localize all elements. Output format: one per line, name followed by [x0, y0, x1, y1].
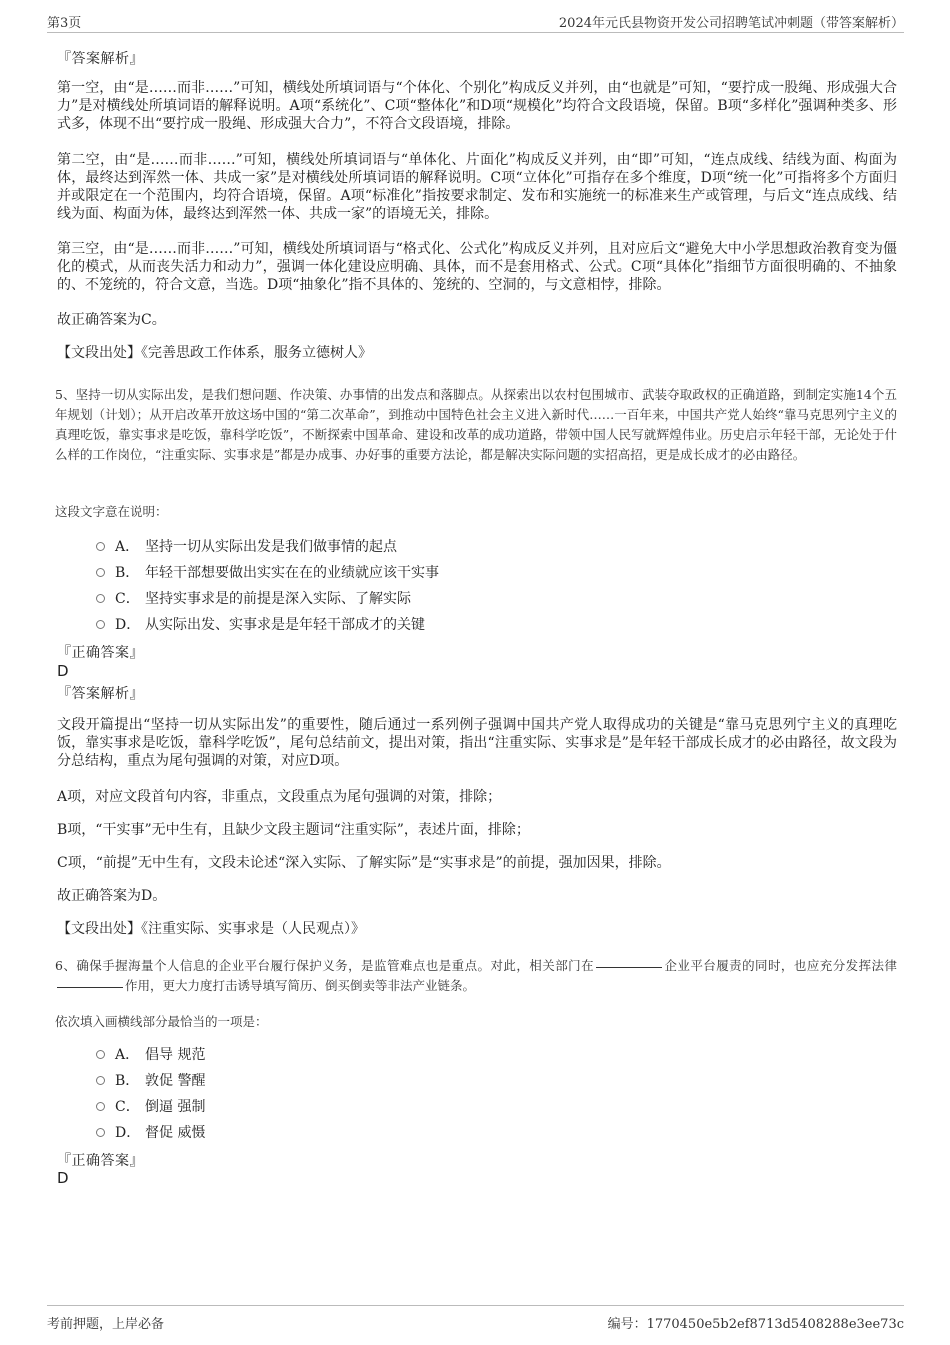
q5-options [96, 533, 796, 637]
radio-icon[interactable] [96, 594, 105, 603]
q6-options [96, 1041, 796, 1145]
q5-analysis-c: C项，“前提”无中生有，文段未论述“深入实际、了解实际”是“实事求是”的前提，强加因果，排除。 [57, 855, 671, 871]
q5-source: 【文段出处】《注重实际、实事求是（人民观点）》 [57, 921, 365, 937]
radio-icon[interactable] [96, 1128, 105, 1137]
q4-analysis-heading: 『答案解析』 [57, 51, 144, 67]
radio-icon[interactable] [96, 1050, 105, 1059]
q4-source: 【文段出处】《完善思政工作体系，服务立德树人》 [57, 345, 372, 361]
fill-blank-1 [596, 966, 662, 968]
q6-option-b[interactable]: B． 敦促 警醒 [96, 1067, 796, 1093]
q4-analysis-para-1: 第一空，由“是……而非……”可知，横线处所填词语与“个体化、个别化”构成反义并列，由“也就是”可知，“要拧成一股绳、形成强大合力”是对横线处所填词语的解释说明。A项“系统化”、C项“整体化”和D项“规模化”均符合文段语境，保留。B项“多样化”强调种类多、形式多，体现不出“要拧成一股绳、形成强大合力”，不符合文段语境，排除。 [57, 80, 897, 132]
q6-correct-answer: D [57, 1169, 69, 1187]
q4-analysis-para-2: 第二空，由“是……而非……”可知，横线处所填词语与“单体化、片面化”构成反义并列，由“即”可知，“连点成线、结线为面、构面为体，最终达到浑然一体、共成一家”是对横线处所填词语的解释说明。C项“立体化”可指存在多个维度，D项“统一化”可指将多个方面归并或限定在一个范围内，均符合语境，保留。A项“标准化”指按要求制定、发布和实施统一的标准来生产或管理，与后文“连点成线、结线为面、构面为体，最终达到浑然一体、共成一家”的语境无关，排除。 [57, 152, 897, 222]
footer-slogan: 考前押题，上岸必备 [47, 1317, 165, 1332]
q5-analysis-b: B项，“干实事”无中生有，且缺少文段主题词“注重实际”，表述片面，排除； [57, 822, 530, 838]
q5-correct-heading: 『正确答案』 [57, 645, 144, 661]
q5-analysis-heading: 『答案解析』 [57, 686, 144, 702]
option-text: 督促 威慑 [145, 1125, 206, 1141]
q4-analysis-para-3: 第三空，由“是……而非……”可知，横线处所填词语与“格式化、公式化”构成反义并列，且对应后文“避免大中小学思想政治教育变为僵化的模式，从而丧失活力和动力”，强调一体化建设应明确、具体，而不是套用格式、公式。C项“具体化”指细节方面很明确的、不抽象的、不笼统的，符合文意，当选。D项“抽象化”指不具体的、笼统的、空洞的，与文意相悖，排除。 [57, 241, 897, 293]
fill-blank-2 [57, 986, 123, 988]
q5-option-b[interactable]: B． 年轻干部想要做出实实在在的业绩就应该干实事 [96, 559, 796, 585]
option-text: 敦促 警醒 [145, 1073, 206, 1089]
q5-analysis-a: A项，对应文段首句内容，非重点，文段重点为尾句强调的对策，排除； [57, 789, 502, 805]
q6-option-c[interactable]: C． 倒逼 强制 [96, 1093, 796, 1119]
option-text: 坚持实事求是的前提是深入实际、了解实际 [145, 591, 411, 607]
q6-prompt: 依次填入画横线部分最恰当的一项是： [55, 1014, 268, 1029]
q5-conclusion: 故正确答案为D。 [57, 888, 167, 904]
option-text: 倡导 规范 [145, 1047, 206, 1063]
q5-option-d[interactable]: D． 从实际出发、实事求是是年轻干部成才的关键 [96, 611, 796, 637]
document-title: 2024年元氏县物资开发公司招聘笔试冲刺题（带答案解析） [558, 16, 904, 31]
q5-option-a[interactable]: A． 坚持一切从实际出发是我们做事情的起点 [96, 533, 796, 559]
radio-icon[interactable] [96, 568, 105, 577]
page-footer [47, 1305, 904, 1332]
radio-icon[interactable] [96, 1076, 105, 1085]
option-text: 倒逼 强制 [145, 1099, 206, 1115]
option-text: 从实际出发、实事求是是年轻干部成才的关键 [145, 617, 425, 633]
option-text: 坚持一切从实际出发是我们做事情的起点 [145, 539, 397, 555]
page-number: 第3页 [47, 16, 82, 31]
document-id: 编号：1770450e5b2ef8713d5408288e3ee73c [607, 1317, 904, 1332]
option-text: 年轻干部想要做出实实在在的业绩就应该干实事 [145, 565, 439, 581]
radio-icon[interactable] [96, 1102, 105, 1111]
q5-option-c[interactable]: C． 坚持实事求是的前提是深入实际、了解实际 [96, 585, 796, 611]
q5-question-text: 5、坚持一切从实际出发，是我们想问题、作决策、办事情的出发点和落脚点。从探索出以农村包围城市、武装夺取政权的正确道路，到制定实施14个五年规划（计划）；从开启改革开放这场中国的“第二次革命”，到推动中国特色社会主义进入新时代……一百年来，中国共产党人始终“靠马克思列宁主义的真理吃饭，靠实事求是吃饭，靠科学吃饭”，不断探索中国革命、建设和改革的成功道路，带领中国人民写就辉煌伟业。历史启示年轻干部，无论处于什么样的工作岗位，“注重实际、实事求是”都是办成事、办好事的重要方法论，都是解决实际问题的实招高招，更是成长成才的必由路径。 [55, 387, 897, 462]
radio-icon[interactable] [96, 542, 105, 551]
radio-icon[interactable] [96, 620, 105, 629]
q6-correct-heading: 『正确答案』 [57, 1153, 144, 1169]
q5-analysis-para-1: 文段开篇提出“坚持一切从实际出发”的重要性，随后通过一系列例子强调中国共产党人取得成功的关键是“靠马克思列宁主义的真理吃饭，靠实事求是吃饭，靠科学吃饭”，尾句总结前文，提出对策，指出“注重实际、实事求是”是年轻干部成长成才的必由路径，故文段为分总结构，重点为尾句强调的对策，对应D项。 [57, 717, 897, 769]
q6-option-a[interactable]: A． 倡导 规范 [96, 1041, 796, 1067]
page-header [47, 12, 904, 33]
q5-correct-answer: D [57, 662, 69, 680]
q5-prompt: 这段文字意在说明： [55, 504, 168, 519]
q6-question-text: 6、确保手握海量个人信息的企业平台履行保护义务，是监管难点也是重点。对此，相关部门在 企业平台履责的同时，也应充分发挥法律作用，更大力度打击诱导填写简历、倒买倒卖等非法产业链条。 [55, 958, 897, 993]
q6-option-d[interactable]: D． 督促 威慑 [96, 1119, 796, 1145]
q4-conclusion: 故正确答案为C。 [57, 312, 166, 328]
